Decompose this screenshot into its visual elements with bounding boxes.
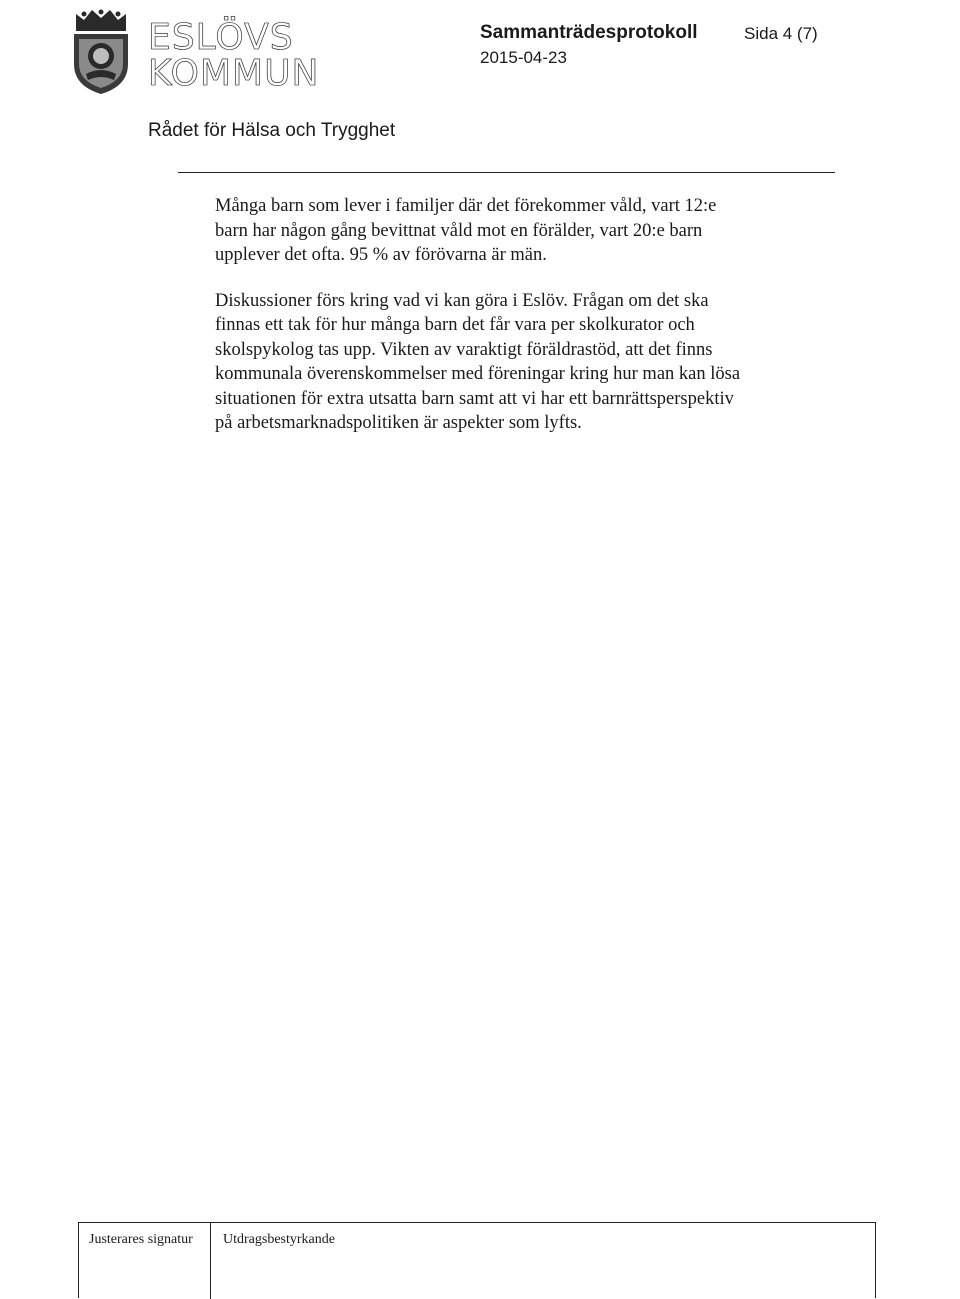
header-divider: [178, 172, 835, 173]
meeting-date: 2015-04-23: [480, 48, 567, 67]
logo-line-kommun: KOMMUN: [148, 53, 320, 94]
signature-box: [78, 1222, 876, 1298]
document-title: Sammanträdesprotokoll: [480, 22, 698, 43]
signature-box-divider: [210, 1223, 211, 1299]
municipality-logo-text: [148, 17, 320, 94]
paragraph: Många barn som lever i familjer där det förekommer våld, vart 12:e barn har någon gång bevittnat våld mot en förälder, vart 20:e barn upplever det ofta. 95 % av förövarna är män.: [215, 196, 717, 265]
protocol-body: [215, 194, 745, 457]
utdragsbestyrkande-label: Utdragsbestyrkande: [223, 1232, 335, 1247]
logo-line-eslovs: ESLÖVS: [148, 17, 294, 58]
page-number: Sida 4 (7): [744, 24, 818, 43]
department-name: Rådet för Hälsa och Trygghet: [148, 120, 396, 141]
paragraph: Diskussioner förs kring vad vi kan göra i Eslöv. Frågan om det ska finnas ett tak för hur många barn det får vara per skolkurator och skolspykolog tas upp. Vikten av varaktigt föräldrastöd, att det finns kommunala överenskommelser med föreningar kring hur man kan lösa situationen för extra utsatta barn samt att vi har ett barnrättsperspektiv på arbetsmarknadspolitiken är aspekter som lyfts.: [215, 290, 741, 433]
justerares-signatur-label: Justerares signatur: [89, 1232, 193, 1247]
municipality-crest-icon: [70, 6, 132, 94]
